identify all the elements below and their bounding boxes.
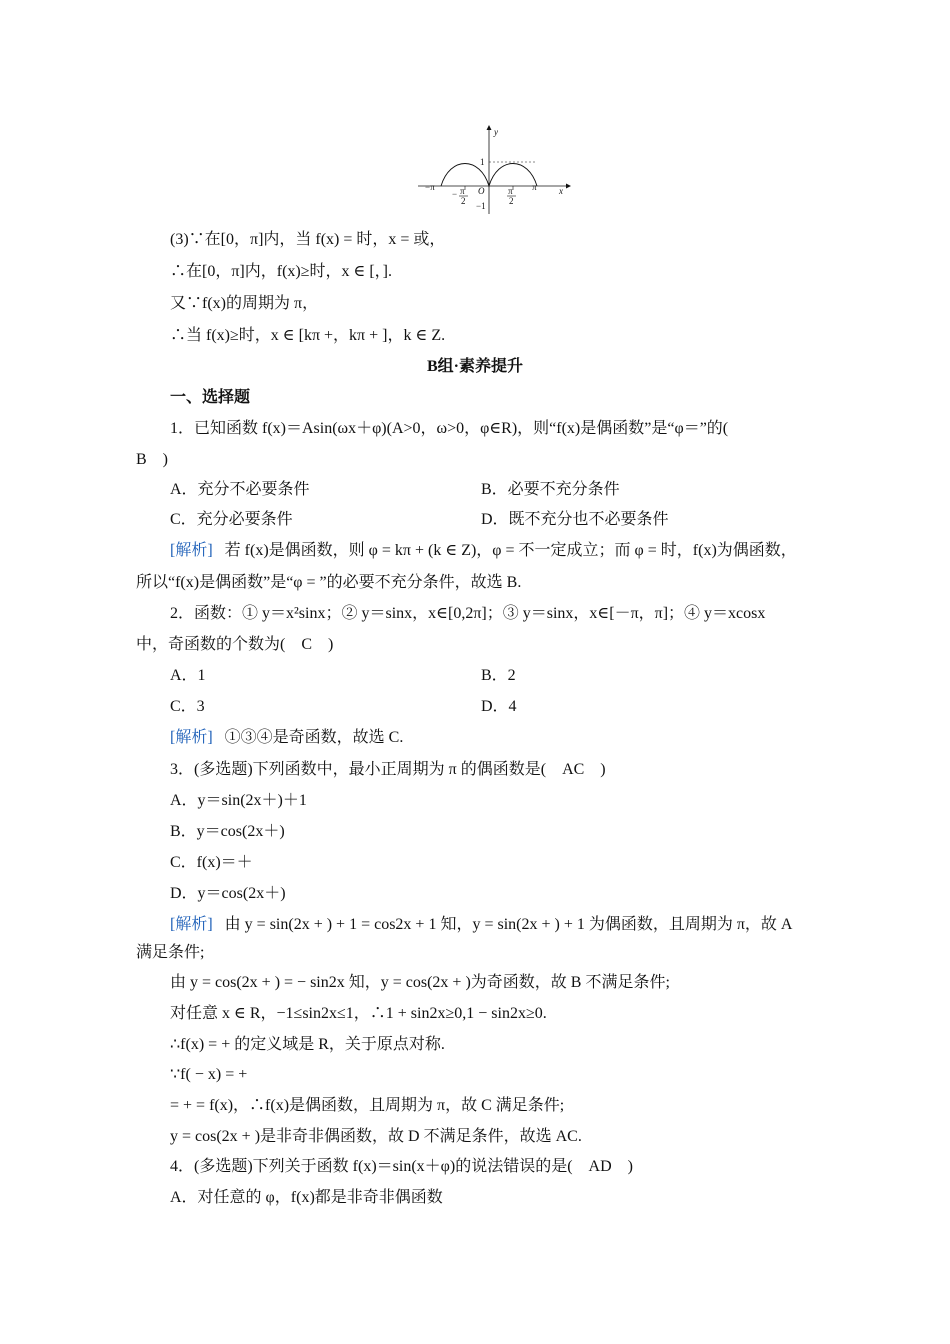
option-b: B．必要不充分条件 bbox=[481, 481, 620, 498]
analysis-3-line: 由 y = cos(2x + ) = − sin2x 知，y = cos(2x + )为奇函数，故 B 不满足条件; bbox=[170, 974, 670, 991]
option-b: B．2 bbox=[481, 667, 516, 684]
option-c: C．f(x)＝＋ bbox=[170, 854, 253, 871]
option-d: D．既不充分也不必要条件 bbox=[481, 511, 669, 528]
y-tick-minus-1: −1 bbox=[476, 201, 486, 211]
section-title: B组·素养提升 bbox=[426, 358, 523, 375]
option-a: A．充分不必要条件 bbox=[170, 481, 310, 498]
option-d: D．y＝cos(2x＋) bbox=[170, 885, 286, 902]
analysis-3-line: y = cos(2x + )是非奇非偶函数，故 D 不满足条件，故选 AC. bbox=[170, 1128, 582, 1145]
option-a: A．对任意的 φ，f(x)都是非奇非偶函数 bbox=[170, 1189, 443, 1206]
analysis-text: 若 f(x)是偶函数，则 φ = kπ + (k ∈ Z)，φ = 不一定成立；而 φ = 时，f(x)为偶函数， bbox=[224, 542, 797, 559]
y-tick-1: 1 bbox=[480, 157, 485, 167]
question-2-cont: 中，奇函数的个数为( C ) bbox=[136, 636, 334, 653]
x-tick-neg-half-num: π bbox=[460, 186, 465, 196]
question-1: 1．已知函数 f(x)＝Asin(ωx＋φ)(A>0，ω>0，φ∈R)，则“f(x)是偶函数”是“φ＝”的( bbox=[170, 420, 729, 437]
analysis-2 bbox=[170, 728, 403, 748]
y-axis-arrow bbox=[487, 125, 492, 130]
x-tick-neg-pi: −π bbox=[425, 182, 435, 192]
x-tick-neg-half-den: 2 bbox=[461, 196, 466, 206]
option-c: C．3 bbox=[170, 698, 205, 715]
analysis-label: [解析] bbox=[170, 729, 213, 746]
analysis-text: ①③④是奇函数，故选 C. bbox=[224, 729, 404, 746]
text-line: ∴在[0，π]内，f(x)≥时，x ∈ [，]. bbox=[170, 263, 393, 280]
analysis-3 bbox=[170, 915, 792, 935]
x-tick-neg-half-sign: − bbox=[452, 189, 458, 199]
x-tick-pos-half-num: π bbox=[508, 186, 513, 196]
option-a: A．y＝sin(2x＋)＋1 bbox=[170, 792, 307, 809]
option-b: B．y＝cos(2x＋) bbox=[170, 823, 285, 840]
analysis-3-line: = + = f(x)，∴f(x)是偶函数，且周期为 π，故 C 满足条件; bbox=[170, 1097, 565, 1114]
analysis-1 bbox=[170, 541, 797, 561]
analysis-3-line: ∴f(x) = + 的定义域是 R，关于原点对称. bbox=[170, 1036, 445, 1053]
x-axis-arrow bbox=[566, 184, 571, 189]
option-c: C．充分必要条件 bbox=[170, 511, 293, 528]
abs-sine-graph bbox=[414, 122, 574, 218]
question-4: 4．(多选题)下列关于函数 f(x)＝sin(x＋φ)的说法错误的是( AD ) bbox=[170, 1158, 633, 1175]
analysis-3-cont: 满足条件; bbox=[136, 944, 205, 961]
text-line: ∴当 f(x)≥时，x ∈ [kπ +，kπ + ]，k ∈ Z. bbox=[170, 327, 446, 344]
text-line: 又∵f(x)的周期为 π， bbox=[170, 295, 319, 312]
y-axis-label: y bbox=[494, 127, 498, 137]
origin-label: O bbox=[478, 186, 485, 196]
x-tick-pos-half-den: 2 bbox=[509, 196, 514, 206]
part-title: 一、选择题 bbox=[170, 389, 251, 406]
analysis-1-cont: 所以“f(x)是偶函数”是“φ = ”的必要不充分条件，故选 B. bbox=[136, 574, 522, 591]
option-d: D．4 bbox=[481, 698, 517, 715]
analysis-3-line: ∵f( − x) = + bbox=[170, 1066, 248, 1083]
analysis-3-line: 对任意 x ∈ R，−1≤sin2x≤1，∴1 + sin2x≥0,1 − sin2x≥0. bbox=[170, 1005, 547, 1022]
question-2: 2．函数：① y＝x²sinx；② y＝sinx，x∈[0,2π]；③ y＝sinx，x∈[－π，π]；④ y＝xcosx bbox=[170, 605, 766, 622]
question-3: 3．(多选题)下列函数中，最小正周期为 π 的偶函数是( AC ) bbox=[170, 761, 606, 778]
x-tick-pos-pi: π bbox=[532, 182, 537, 192]
question-1-answer: B ) bbox=[136, 451, 169, 468]
text-line: (3)∵在[0，π]内，当 f(x) = 时，x = 或， bbox=[170, 231, 446, 248]
analysis-label: [解析] bbox=[170, 542, 213, 559]
analysis-label: [解析] bbox=[170, 916, 213, 933]
x-axis-label: x bbox=[559, 186, 563, 196]
analysis-text: 由 y = sin(2x + ) + 1 = cos2x + 1 知，y = sin(2x + ) + 1 为偶函数，且周期为 π，故 A bbox=[224, 916, 793, 933]
option-a: A．1 bbox=[170, 667, 206, 684]
